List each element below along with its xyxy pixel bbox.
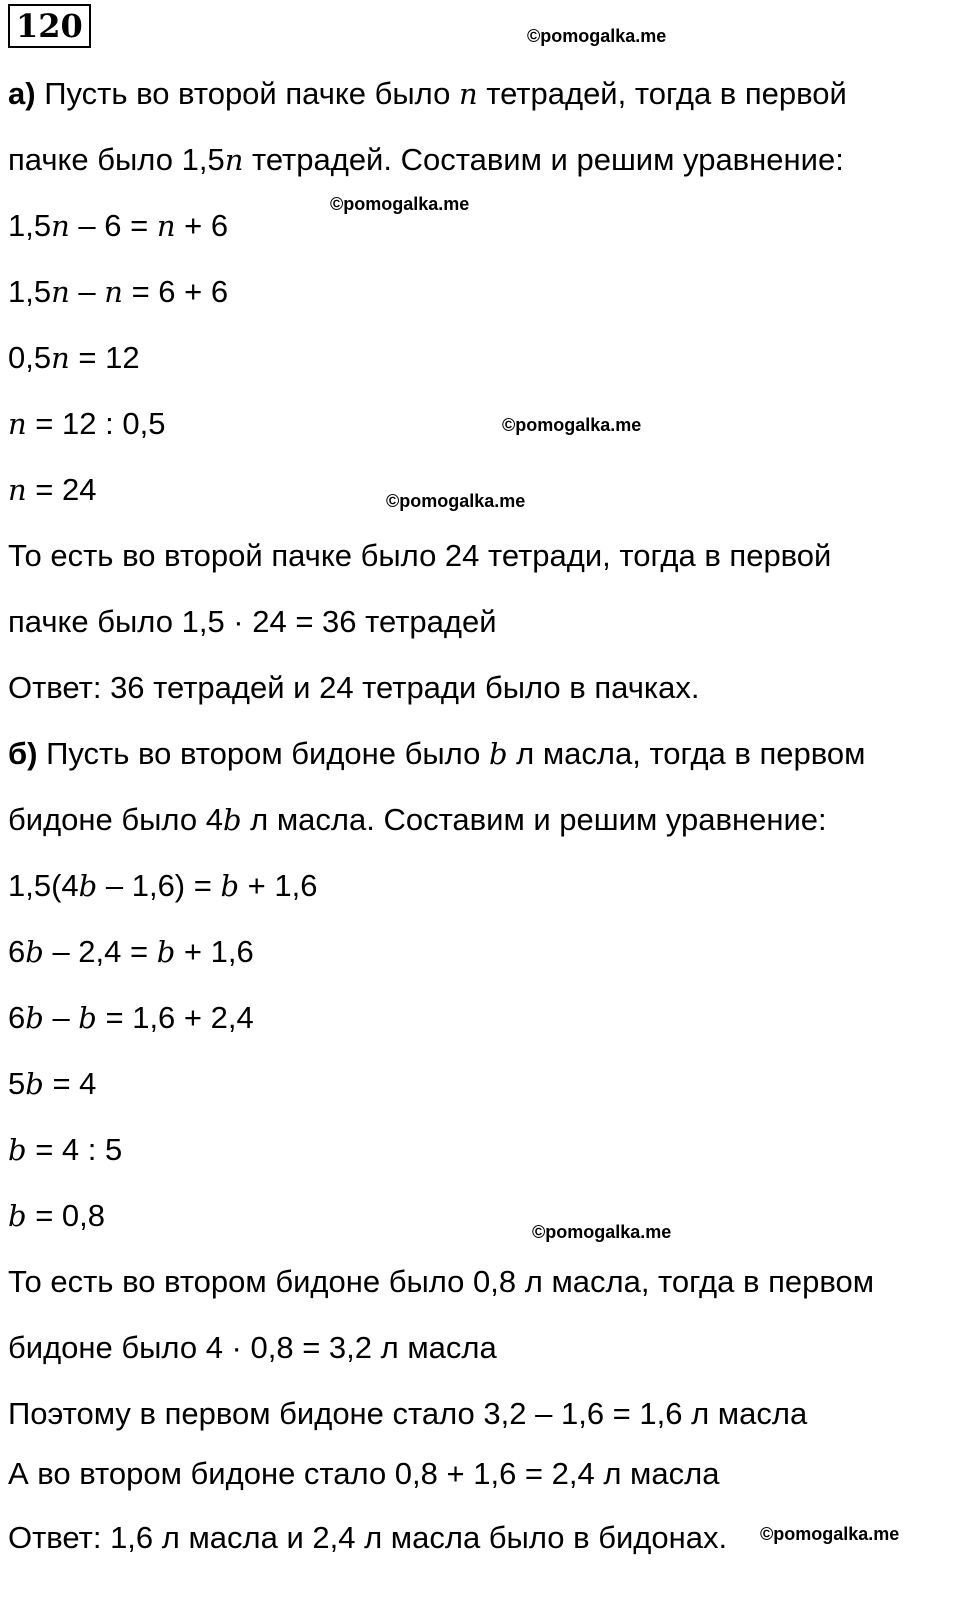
part-b-conclusion-2: бидоне было 4 · 0,8 = 3,2 л масла [8,1330,497,1365]
part-b-conclusion-3: Поэтому в первом бидоне стало 3,2 – 1,6 = 1,6 л масла [8,1396,808,1431]
part-b-equation-1: 1,5(4b – 1,6) = b + 1,6 [8,868,318,903]
part-a-conclusion-1: То есть во второй пачке было 24 тетради, тогда в первой [8,538,832,573]
part-b-equation-6: b = 0,8 [8,1198,106,1233]
part-b-conclusion-1: То есть во втором бидоне было 0,8 л масла, тогда в первом [8,1264,875,1299]
watermark: ©pomogalka.me [330,194,470,214]
part-a-intro-line-1: а) Пусть во второй пачке было n тетрадей, тогда в первой [8,76,847,111]
part-a-answer: Ответ: 36 тетрадей и 24 тетради было в пачках. [8,670,700,705]
part-a-equation-2: 1,5n – n = 6 + 6 [8,274,229,309]
problem-number: 120 [8,4,91,48]
part-a-intro-line-2: пачке было 1,5n тетрадей. Составим и решим уравнение: [8,142,844,177]
watermark: ©pomogalka.me [502,415,642,435]
part-a-equation-4: n = 12 : 0,5 [8,406,166,441]
part-a-equation-1: 1,5n – 6 = n + 6 [8,208,229,243]
part-a-equation-3: 0,5n = 12 [8,340,140,375]
part-a-conclusion-2: пачке было 1,5 · 24 = 36 тетрадей [8,604,497,639]
part-b-equation-4: 5b = 4 [8,1066,97,1101]
part-b-conclusion-4: А во втором бидоне стало 0,8 + 1,6 = 2,4 л масла [8,1456,720,1491]
part-a-equation-5: n = 24 [8,472,97,507]
watermark: ©pomogalka.me [386,491,526,511]
watermark: ©pomogalka.me [760,1524,900,1544]
part-b-intro-line-1: б) Пусть во втором бидоне было b л масла, тогда в первом [8,736,866,771]
part-b-equation-5: b = 4 : 5 [8,1132,123,1167]
part-b-equation-3: 6b – b = 1,6 + 2,4 [8,1000,254,1035]
part-b-answer: Ответ: 1,6 л масла и 2,4 л масла было в бидонах. [8,1520,728,1555]
watermark: ©pomogalka.me [532,1222,672,1242]
watermark: ©pomogalka.me [527,26,667,46]
part-b-equation-2: 6b – 2,4 = b + 1,6 [8,934,254,969]
part-b-intro-line-2: бидоне было 4b л масла. Составим и решим уравнение: [8,802,827,837]
